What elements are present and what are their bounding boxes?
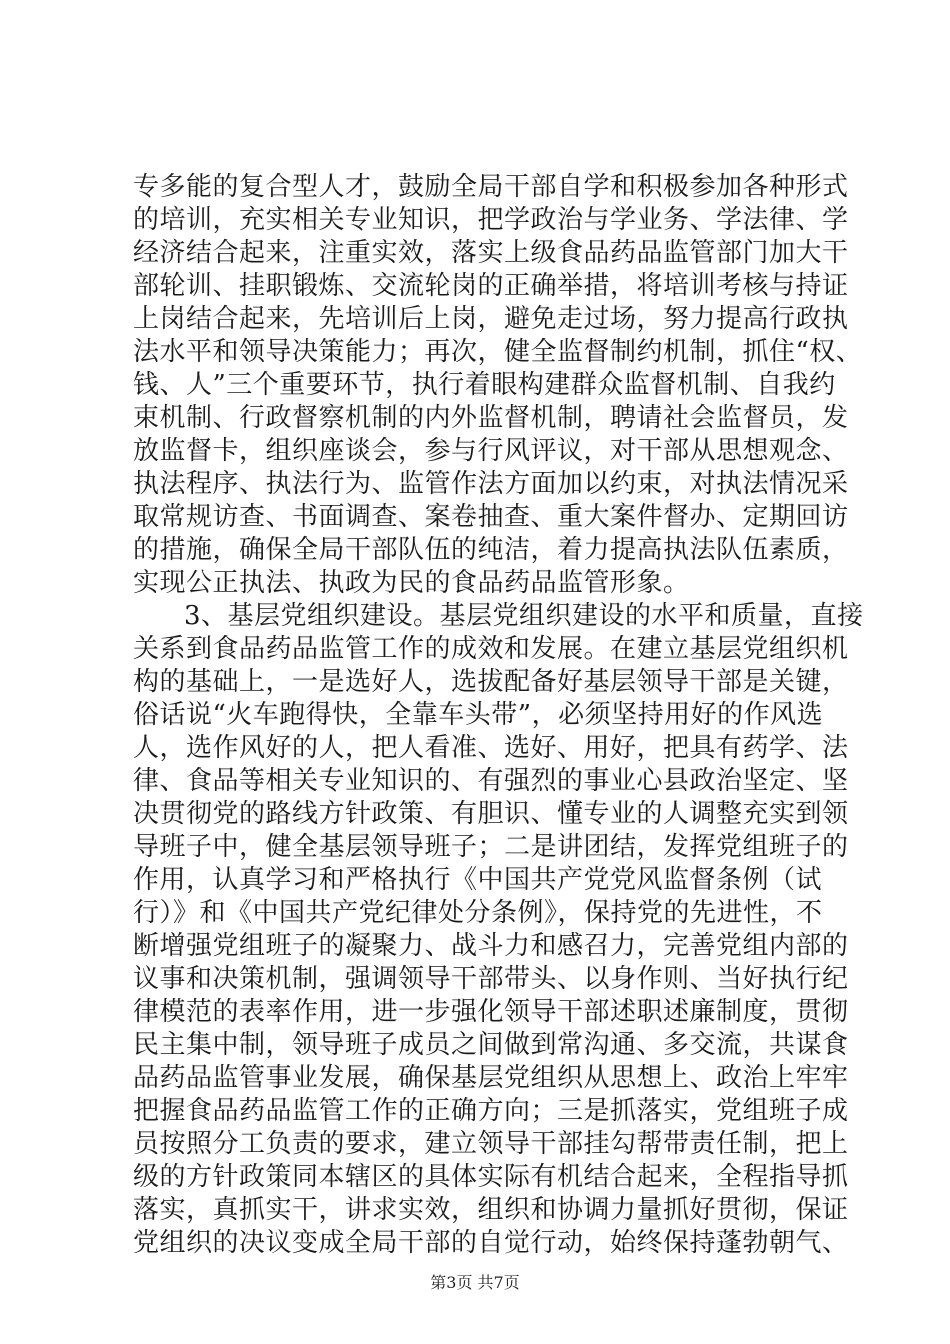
paragraph-line: 议事和决策机制，强调领导干部带头、以身作则、当好执行纪	[133, 964, 849, 994]
paragraph-line: 律、食品等相关专业知识的、有强烈的事业心县政治坚定、坚	[133, 766, 849, 796]
paragraph-line: 行）》和《中国共产党纪律处分条例》，保持党的先进性，不	[133, 898, 823, 928]
paragraph-line: 党组织的决议变成全局干部的自觉行动，始终保持蓬勃朝气、	[133, 1228, 849, 1258]
paragraph-line: 部轮训、挂职锻炼、交流轮岗的正确举措，将培训考核与持证	[133, 271, 849, 301]
paragraph-line: 律模范的表率作用，进一步强化领导干部述职述廉制度，贯彻	[133, 997, 849, 1027]
paragraph-line: 品药品监管事业发展，确保基层党组织从思想上、政治上牢牢	[133, 1063, 849, 1093]
paragraph-line: 决贯彻党的路线方针政策、有胆识、懂专业的人调整充实到领	[133, 799, 849, 829]
section-heading-line: 3、基层党组织建设。基层党组织建设的水平和质量，直接	[184, 601, 864, 631]
paragraph-line: 导班子中，健全基层领导班子；二是讲团结，发挥党组班子的	[133, 832, 849, 862]
paragraph-line: 作用，认真学习和严格执行《中国共产党党风监督条例（试	[133, 865, 823, 895]
paragraph-line: 的培训，充实相关专业知识，把学政治与学业务、学法律、学	[133, 205, 849, 235]
paragraph-line: 实现公正执法、执政为民的食品药品监管形象。	[133, 568, 690, 598]
paragraph-line: 专多能的复合型人才，鼓励全局干部自学和积极参加各种形式	[133, 172, 849, 202]
paragraph-line: 把握食品药品监管工作的正确方向；三是抓落实，党组班子成	[133, 1096, 849, 1126]
paragraph-line: 员按照分工负责的要求，建立领导干部挂勾帮带责任制，把上	[133, 1129, 849, 1159]
paragraph-line: 断增强党组班子的凝聚力、战斗力和感召力，完善党组内部的	[133, 931, 849, 961]
paragraph-line: 俗话说“火车跑得快，全靠车头带”，必须坚持用好的作风选	[133, 700, 824, 730]
paragraph-line: 法水平和领导决策能力；再次，健全监督制约机制，抓住“权、	[133, 337, 863, 367]
paragraph-line: 束机制、行政督察机制的内外监督机制，聘请社会监督员，发	[133, 403, 849, 433]
paragraph-line: 落实，真抓实干，讲求实效，组织和协调力量抓好贯彻，保证	[133, 1195, 849, 1225]
paragraph-line: 执法程序、执法行为、监管作法方面加以约束，对执法情况采	[133, 469, 849, 499]
paragraph-line: 上岗结合起来，先培训后上岗，避免走过场，努力提高行政执	[133, 304, 849, 334]
paragraph-line: 钱、人”三个重要环节，执行着眼构建群众监督机制、自我约	[133, 370, 836, 400]
page-footer: 第3页 共7页	[430, 1273, 520, 1292]
paragraph-line: 民主集中制，领导班子成员之间做到常沟通、多交流，共谋食	[133, 1030, 849, 1060]
paragraph-line: 放监督卡，组织座谈会，参与行风评议，对干部从思想观念、	[133, 436, 849, 466]
paragraph-line: 关系到食品药品监管工作的成效和发展。在建立基层党组织机	[133, 634, 849, 664]
paragraph-line: 构的基础上，一是选好人，选拔配备好基层领导干部是关键，	[133, 667, 849, 697]
paragraph-line: 级的方针政策同本辖区的具体实际有机结合起来，全程指导抓	[133, 1162, 849, 1192]
paragraph-line: 经济结合起来，注重实效，落实上级食品药品监管部门加大干	[133, 238, 849, 268]
paragraph-line: 的措施，确保全局干部队伍的纯洁，着力提高执法队伍素质，	[133, 535, 849, 565]
paragraph-line: 人，选作风好的人，把人看准、选好、用好，把具有药学、法	[133, 733, 849, 763]
paragraph-line: 取常规访查、书面调查、案卷抽查、重大案件督办、定期回访	[133, 502, 849, 532]
